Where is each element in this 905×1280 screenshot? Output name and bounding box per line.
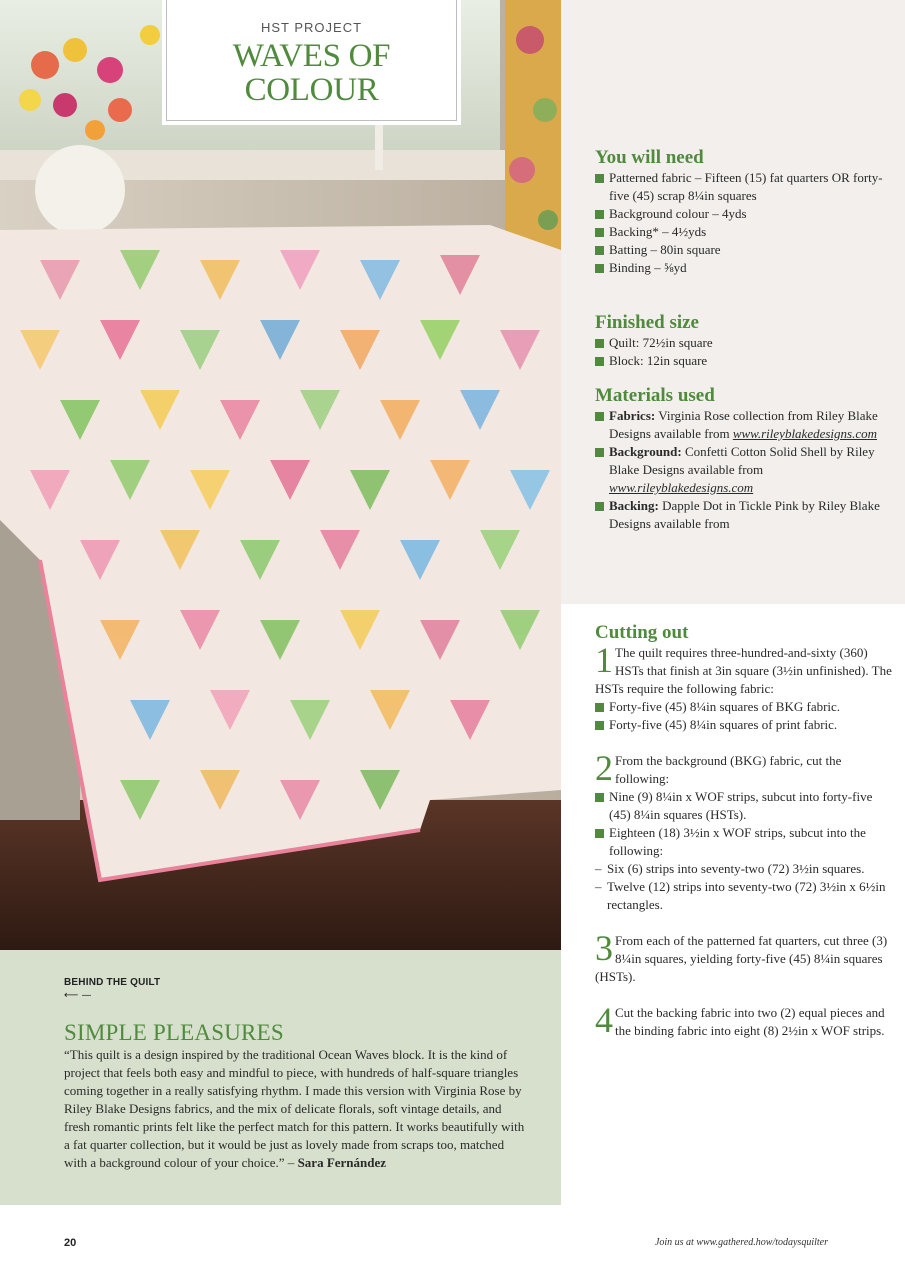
behind-quote: “This quilt is a design inspired by the traditional Ocean Waves block. It is the kind of project that feels both easy and mindful to piece, with hundreds of half-square triangles coming together in a really satisfying rhythm. I made this version with Virginia Rose by Riley Blake Designs fabrics, and the mix of delicate florals, soft vintage details, and fresh romantic prints felt like the perfect match for this pattern. It works beautifully with a fat quarter collection, but it would be just as lovely made from scraps too, matched with a background colour of your choice.” – Sara Fernández — [64, 1047, 525, 1170]
list-item: Patterned fabric – Fifteen (15) fat quarters OR forty-five (45) scrap 8¼in squares — [595, 169, 895, 205]
behind-the-quilt-panel — [0, 950, 561, 1205]
cutting-step-3: 3 From each of the patterned fat quarters, cut three (3) 8¼in squares, yielding forty-five (45) 8¼in squares (HSTs). — [595, 928, 888, 984]
title-box — [166, 0, 457, 121]
arrow-left-icon: ⟵ — — [64, 990, 92, 1001]
you-will-need-heading: You will need — [595, 147, 704, 168]
cutting-step-1: 1 The quilt requires three-hundred-and-sixty (360) HSTs that finish at 3in square (3½in unfinished). The HSTs require the following fabric: Forty-five (45) 8¼in squares of BKG fabric. Forty-five (45) 8¼in squares of print fabric. — [595, 644, 895, 734]
list-item: Background: Confetti Cotton Solid Shell by Riley Blake Designs available from www.rileyblakedesigns.com — [595, 443, 895, 497]
finished-size-list — [595, 334, 895, 370]
page-title — [167, 39, 456, 107]
cutting-step-2: 2 From the background (BKG) fabric, cut the following: Nine (9) 8¼in x WOF strips, subcut into forty-five (45) 8¼in squares (HSTs). Eighteen (18) 3½in x WOF strips, subcut into the following: – Six (6) strips into seventy-two (72) 3½in squares. – Twelve (12) strips into seventy-two (72) 3½in x 6½in rectangles. — [595, 752, 895, 914]
list-item: Binding – ⅝yd — [595, 259, 895, 277]
behind-tag: BEHIND THE QUILT — [64, 977, 161, 988]
page-number: 20 — [64, 1237, 77, 1249]
list-item: Eighteen (18) 3½in x WOF strips, subcut into the following: — [595, 824, 895, 860]
list-item: – Six (6) strips into seventy-two (72) 3½in squares. — [595, 861, 865, 876]
bullet-square-icon — [595, 448, 604, 457]
step-number: 2 — [595, 748, 613, 788]
bullet-square-icon — [595, 793, 604, 802]
list-item: Nine (9) 8¼in x WOF strips, subcut into forty-five (45) 8¼in squares (HSTs). — [595, 788, 895, 824]
quote-author: Sara Fernández — [297, 1155, 387, 1170]
materials-heading: Materials used — [595, 385, 715, 406]
list-item: Backing: Dapple Dot in Tickle Pink by Riley Blake Designs available from — [595, 497, 895, 533]
title-line-1: WAVES OF — [232, 38, 391, 74]
list-item: Forty-five (45) 8¼in squares of BKG fabric. — [595, 698, 895, 716]
list-item: Quilt: 72½in square — [595, 334, 895, 352]
bullet-square-icon — [595, 228, 604, 237]
bullet-square-icon — [595, 412, 604, 421]
list-item: Forty-five (45) 8¼in squares of print fabric. — [595, 716, 895, 734]
bullet-square-icon — [595, 502, 604, 511]
cutting-step-4: 4 Cut the backing fabric into two (2) equal pieces and the binding fabric into eight (8) 2½in x WOF strips. — [595, 1000, 885, 1040]
list-item: – Twelve (12) strips into seventy-two (72) 3½in x 6½in rectangles. — [595, 879, 886, 912]
bullet-square-icon — [595, 721, 604, 730]
project-kicker: HST PROJECT — [260, 20, 363, 35]
behind-heading: SIMPLE PLEASURES — [64, 1020, 284, 1045]
you-will-need-section — [595, 147, 895, 277]
cutting-heading: Cutting out — [595, 622, 689, 643]
cutting-section — [595, 622, 895, 1040]
footer-tagline: Join us at www.gathered.how/todaysquilter — [654, 1237, 828, 1248]
rileyblake-link[interactable]: www.rileyblakedesigns.com — [609, 480, 754, 495]
materials-section — [595, 385, 895, 533]
step-number: 3 — [595, 928, 613, 968]
title-line-2: COLOUR — [244, 72, 379, 108]
step-number: 1 — [595, 640, 613, 680]
quilt-photo — [0, 0, 561, 950]
rileyblake-link[interactable]: www.rileyblakedesigns.com — [732, 426, 878, 441]
finished-size-section — [595, 312, 895, 370]
list-item: Background colour – 4yds — [595, 205, 895, 223]
finished-size-heading: Finished size — [595, 312, 699, 333]
list-item: Fabrics: Virginia Rose collection from Riley Blake Designs available from www.rileyblakedesigns.com — [595, 407, 895, 443]
materials-list — [595, 407, 895, 533]
bullet-square-icon — [595, 210, 604, 219]
bullet-square-icon — [595, 264, 604, 273]
bullet-square-icon — [595, 829, 604, 838]
you-will-need-list — [595, 169, 895, 277]
bullet-square-icon — [595, 357, 604, 366]
bullet-square-icon — [595, 246, 604, 255]
bullet-square-icon — [595, 339, 604, 348]
step-number: 4 — [595, 1000, 613, 1040]
list-item: Batting – 80in square — [595, 241, 895, 259]
list-item: Backing* – 4½yds — [595, 223, 895, 241]
bullet-square-icon — [595, 703, 604, 712]
bullet-square-icon — [595, 174, 604, 183]
list-item: Block: 12in square — [595, 352, 895, 370]
